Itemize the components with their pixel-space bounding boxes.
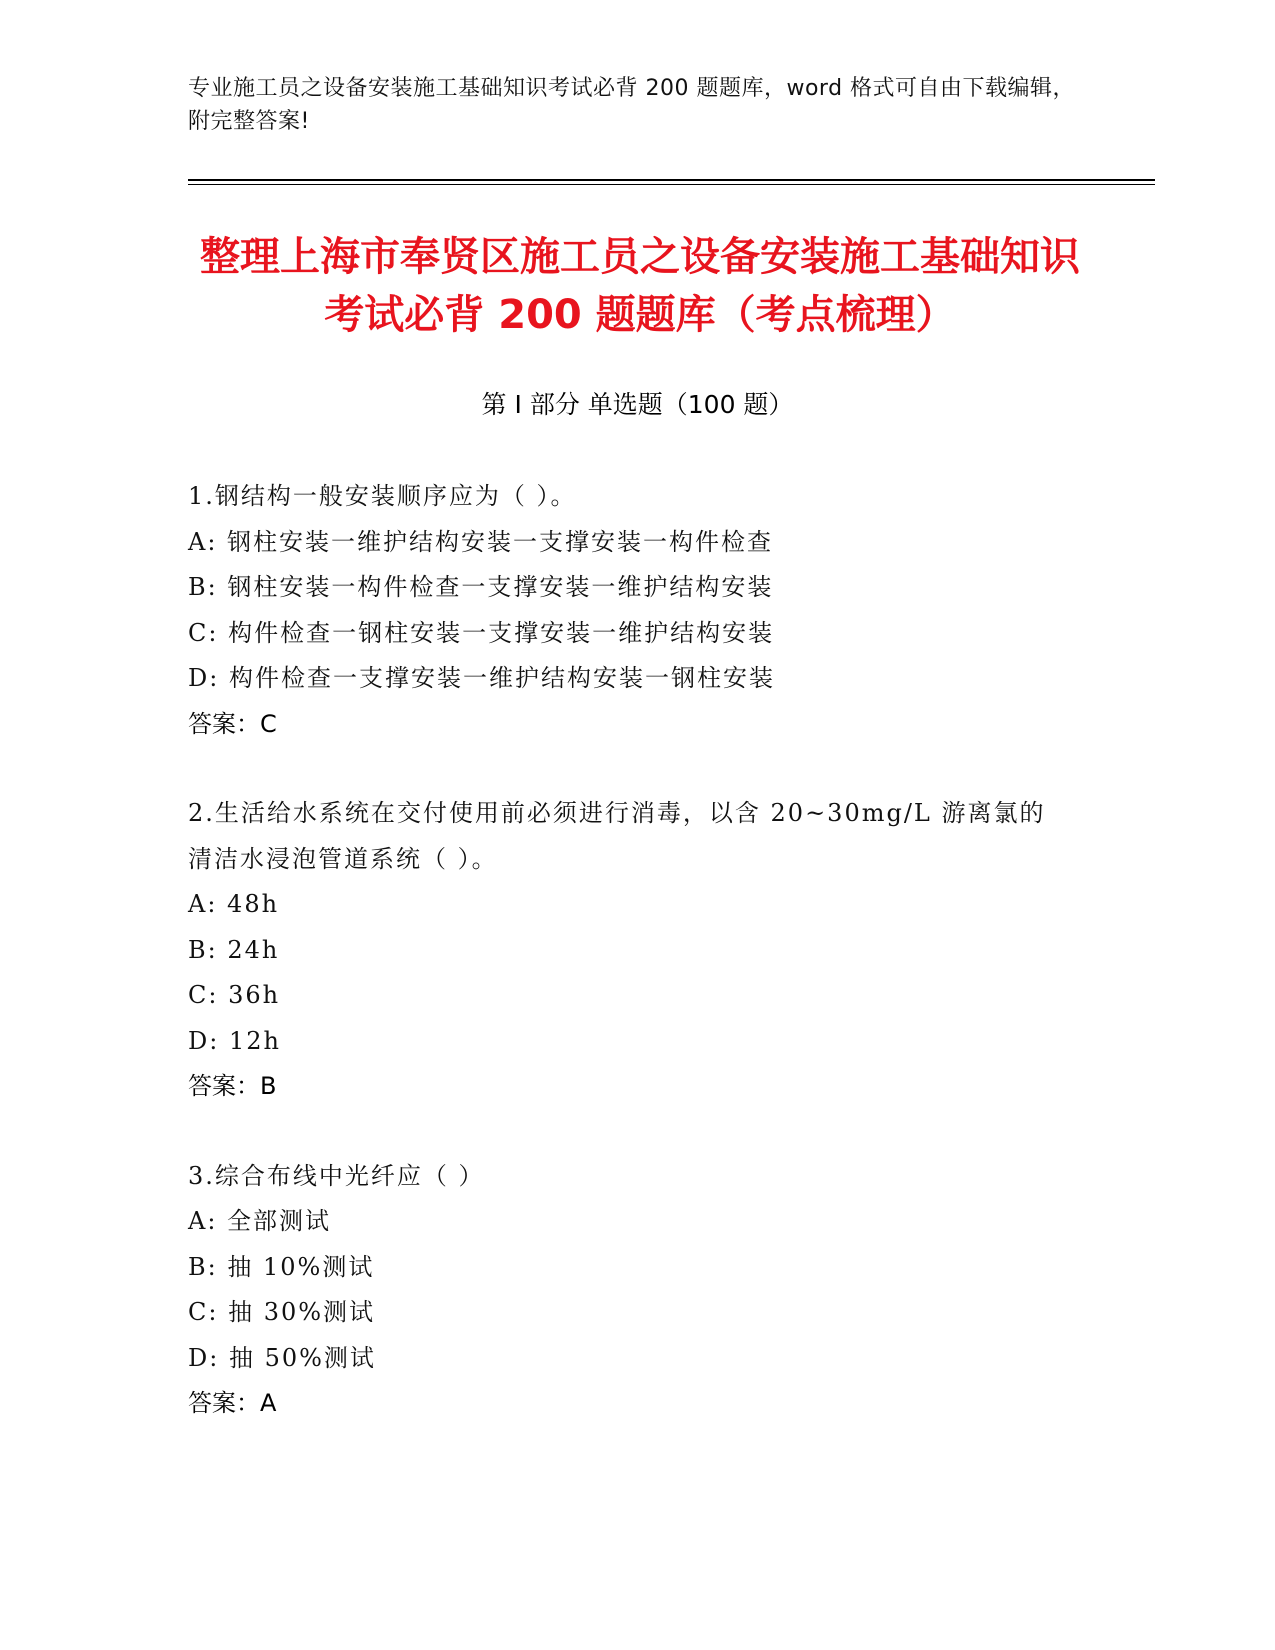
section-title: 第 I 部分 单选题（100 题）	[481, 390, 794, 419]
question-2	[188, 791, 1068, 1110]
answer: 答案：A	[188, 1389, 277, 1417]
question-stem: 3.综合布线中光纤应（ ）	[188, 1161, 485, 1190]
option-c: C: 36h	[188, 981, 281, 1009]
option-b: B: 24h	[188, 935, 280, 964]
option-a: A: 钢柱安装一维护结构安装一支撑安装一构件检查	[188, 527, 774, 556]
option-c: C: 构件检查一钢柱安装一支撑安装一维护结构安装	[188, 618, 775, 647]
question-3	[188, 1154, 1068, 1427]
answer: 答案：B	[188, 1072, 277, 1100]
option-b: B: 抽 10%测试	[188, 1252, 375, 1281]
document-title: 整理上海市奉贤区施工员之设备安装施工基础知识考试必背 200 题题库（考点梳理）	[200, 234, 1080, 338]
option-d: D: 构件检查一支撑安装一维护结构安装一钢柱安装	[188, 664, 775, 692]
header-divider-thin	[188, 184, 1155, 185]
header-note: 专业施工员之设备安装施工基础知识考试必背 200 题题库，word 格式可自由下载编辑，附完整答案!	[188, 76, 1076, 134]
option-c: C: 抽 30%测试	[188, 1298, 376, 1326]
answer: 答案：C	[188, 709, 277, 738]
question-stem: 2.生活给水系统在交付使用前必须进行消毒，以含 20~30mg/L 游离氯的清洁水浸泡管道系统（ ）。	[188, 799, 1046, 873]
option-d: D: 12h	[188, 1026, 281, 1055]
question-list	[188, 474, 1068, 1471]
option-d: D: 抽 50%测试	[188, 1343, 376, 1372]
option-a: A: 全部测试	[188, 1207, 332, 1235]
question-stem: 1.钢结构一般安装顺序应为（ ）。	[188, 482, 577, 510]
header-divider-thick	[188, 179, 1155, 181]
option-b: B: 钢柱安装一构件检查一支撑安装一维护结构安装	[188, 573, 774, 601]
option-a: A: 48h	[188, 890, 280, 918]
question-1	[188, 474, 1068, 747]
